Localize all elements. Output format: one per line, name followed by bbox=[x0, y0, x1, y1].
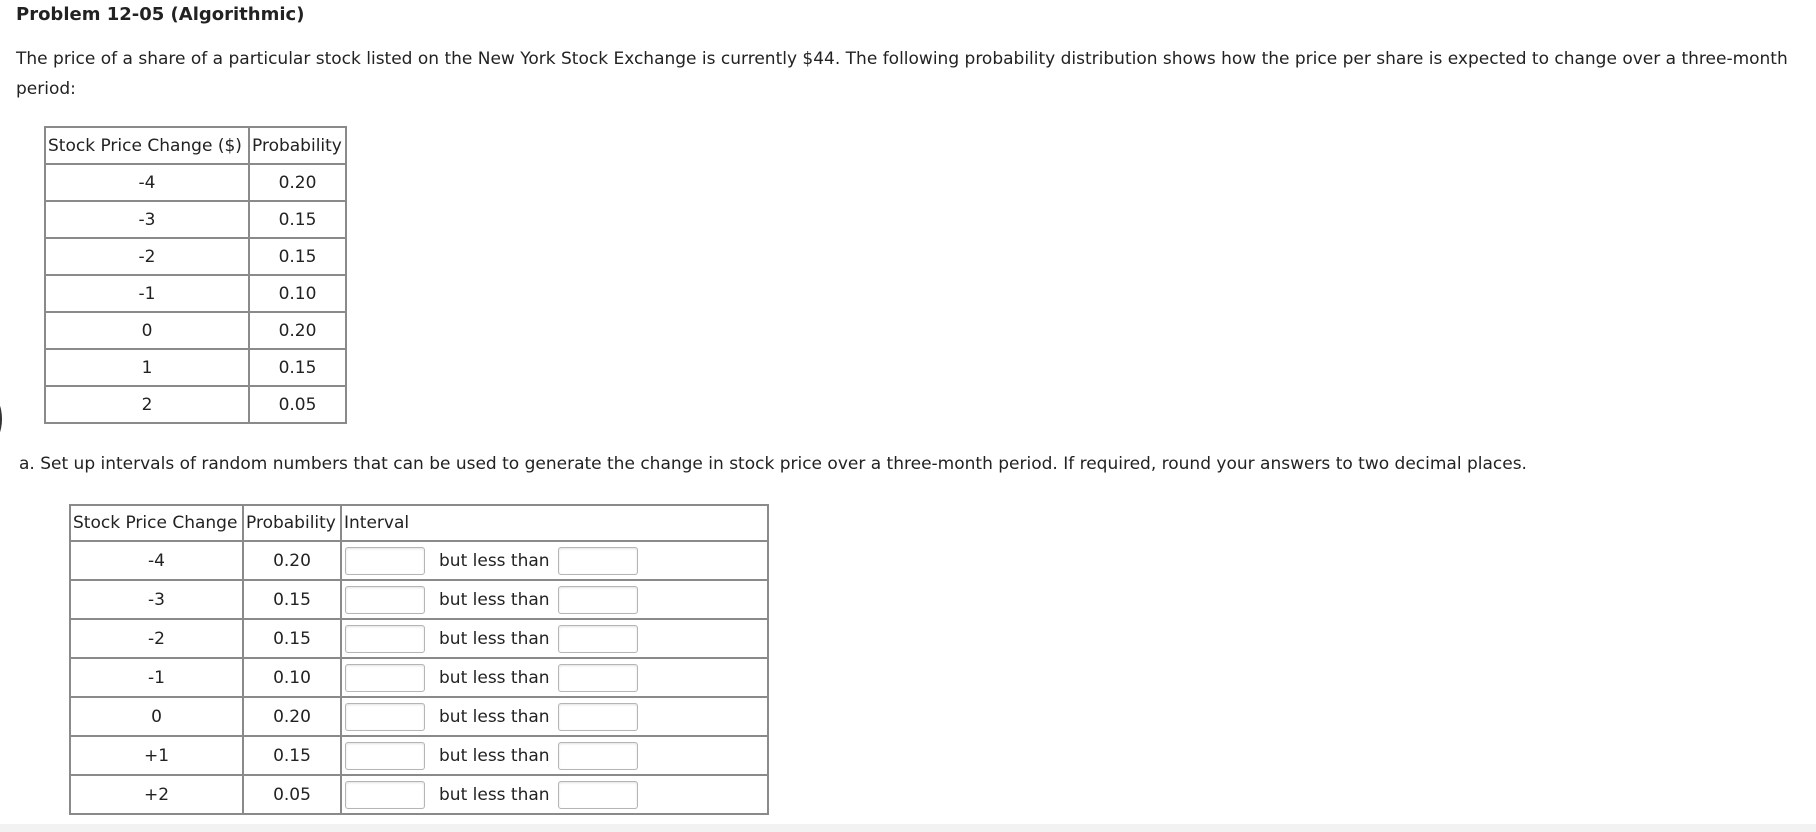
table-row bbox=[71, 659, 769, 698]
table-row bbox=[71, 737, 769, 776]
table-header-row bbox=[46, 128, 347, 165]
header-stock-price-change: Stock Price Change ($) bbox=[46, 128, 250, 165]
but-less-than-label: but less than bbox=[439, 667, 550, 688]
change-cell: 0 bbox=[46, 313, 250, 350]
but-less-than-label: but less than bbox=[439, 628, 550, 649]
probability-cell: 0.20 bbox=[244, 698, 342, 737]
probability-cell: 0.15 bbox=[250, 239, 347, 276]
probability-cell: 0.10 bbox=[250, 276, 347, 313]
table-row bbox=[46, 350, 347, 387]
interval-cell bbox=[342, 542, 769, 581]
change-cell: -4 bbox=[71, 542, 244, 581]
interval-lower-input[interactable] bbox=[345, 586, 425, 614]
interval-cell bbox=[342, 776, 769, 815]
side-edge-arc bbox=[0, 396, 2, 442]
table-row bbox=[46, 313, 347, 350]
table-row bbox=[71, 581, 769, 620]
interval-lower-input[interactable] bbox=[345, 742, 425, 770]
interval-table bbox=[69, 504, 769, 815]
table-row bbox=[46, 165, 347, 202]
problem-title: Problem 12-05 (Algorithmic) bbox=[16, 4, 305, 25]
interval-cell bbox=[342, 659, 769, 698]
interval-cell bbox=[342, 581, 769, 620]
probability-cell: 0.20 bbox=[250, 165, 347, 202]
header-probability: Probability bbox=[244, 506, 342, 542]
but-less-than-label: but less than bbox=[439, 745, 550, 766]
table-row bbox=[46, 276, 347, 313]
change-cell: 2 bbox=[46, 387, 250, 424]
table-row bbox=[46, 387, 347, 424]
probability-cell: 0.20 bbox=[244, 542, 342, 581]
interval-upper-input[interactable] bbox=[558, 547, 638, 575]
interval-upper-input[interactable] bbox=[558, 586, 638, 614]
change-cell: 1 bbox=[46, 350, 250, 387]
but-less-than-label: but less than bbox=[439, 550, 550, 571]
change-cell: -1 bbox=[46, 276, 250, 313]
interval-lower-input[interactable] bbox=[345, 664, 425, 692]
interval-lower-input[interactable] bbox=[345, 703, 425, 731]
change-cell: -2 bbox=[71, 620, 244, 659]
header-stock-price-change: Stock Price Change bbox=[71, 506, 244, 542]
but-less-than-label: but less than bbox=[439, 589, 550, 610]
bottom-divider bbox=[0, 824, 1816, 832]
probability-cell: 0.15 bbox=[244, 581, 342, 620]
table-row bbox=[46, 239, 347, 276]
table-row bbox=[71, 620, 769, 659]
probability-cell: 0.05 bbox=[244, 776, 342, 815]
interval-upper-input[interactable] bbox=[558, 625, 638, 653]
probability-cell: 0.15 bbox=[244, 737, 342, 776]
interval-upper-input[interactable] bbox=[558, 781, 638, 809]
change-cell: -3 bbox=[71, 581, 244, 620]
interval-cell bbox=[342, 737, 769, 776]
probability-cell: 0.05 bbox=[250, 387, 347, 424]
change-cell: +2 bbox=[71, 776, 244, 815]
but-less-than-label: but less than bbox=[439, 706, 550, 727]
change-cell: -1 bbox=[71, 659, 244, 698]
probability-cell: 0.20 bbox=[250, 313, 347, 350]
header-probability: Probability bbox=[250, 128, 347, 165]
probability-cell: 0.15 bbox=[250, 350, 347, 387]
interval-upper-input[interactable] bbox=[558, 742, 638, 770]
table-row bbox=[46, 202, 347, 239]
table-row bbox=[71, 542, 769, 581]
problem-intro: The price of a share of a particular stock listed on the New York Stock Exchange is currently $44. The following probability distribution shows how the price per share is expected to change over a three-month period: bbox=[16, 49, 1788, 99]
change-cell: 0 bbox=[71, 698, 244, 737]
table-row bbox=[71, 698, 769, 737]
part-a-question: a. Set up intervals of random numbers that can be used to generate the change in stock price over a three-month period. If required, round your answers to two decimal places. bbox=[19, 454, 1527, 474]
probability-cell: 0.15 bbox=[244, 620, 342, 659]
interval-lower-input[interactable] bbox=[345, 781, 425, 809]
table-header-row bbox=[71, 506, 769, 542]
interval-cell bbox=[342, 620, 769, 659]
interval-upper-input[interactable] bbox=[558, 703, 638, 731]
change-cell: -3 bbox=[46, 202, 250, 239]
table-row bbox=[71, 776, 769, 815]
header-interval: Interval bbox=[342, 506, 769, 542]
distribution-table bbox=[44, 126, 347, 424]
interval-lower-input[interactable] bbox=[345, 547, 425, 575]
change-cell: -2 bbox=[46, 239, 250, 276]
interval-lower-input[interactable] bbox=[345, 625, 425, 653]
but-less-than-label: but less than bbox=[439, 784, 550, 805]
change-cell: +1 bbox=[71, 737, 244, 776]
interval-upper-input[interactable] bbox=[558, 664, 638, 692]
change-cell: -4 bbox=[46, 165, 250, 202]
probability-cell: 0.10 bbox=[244, 659, 342, 698]
probability-cell: 0.15 bbox=[250, 202, 347, 239]
interval-cell bbox=[342, 698, 769, 737]
